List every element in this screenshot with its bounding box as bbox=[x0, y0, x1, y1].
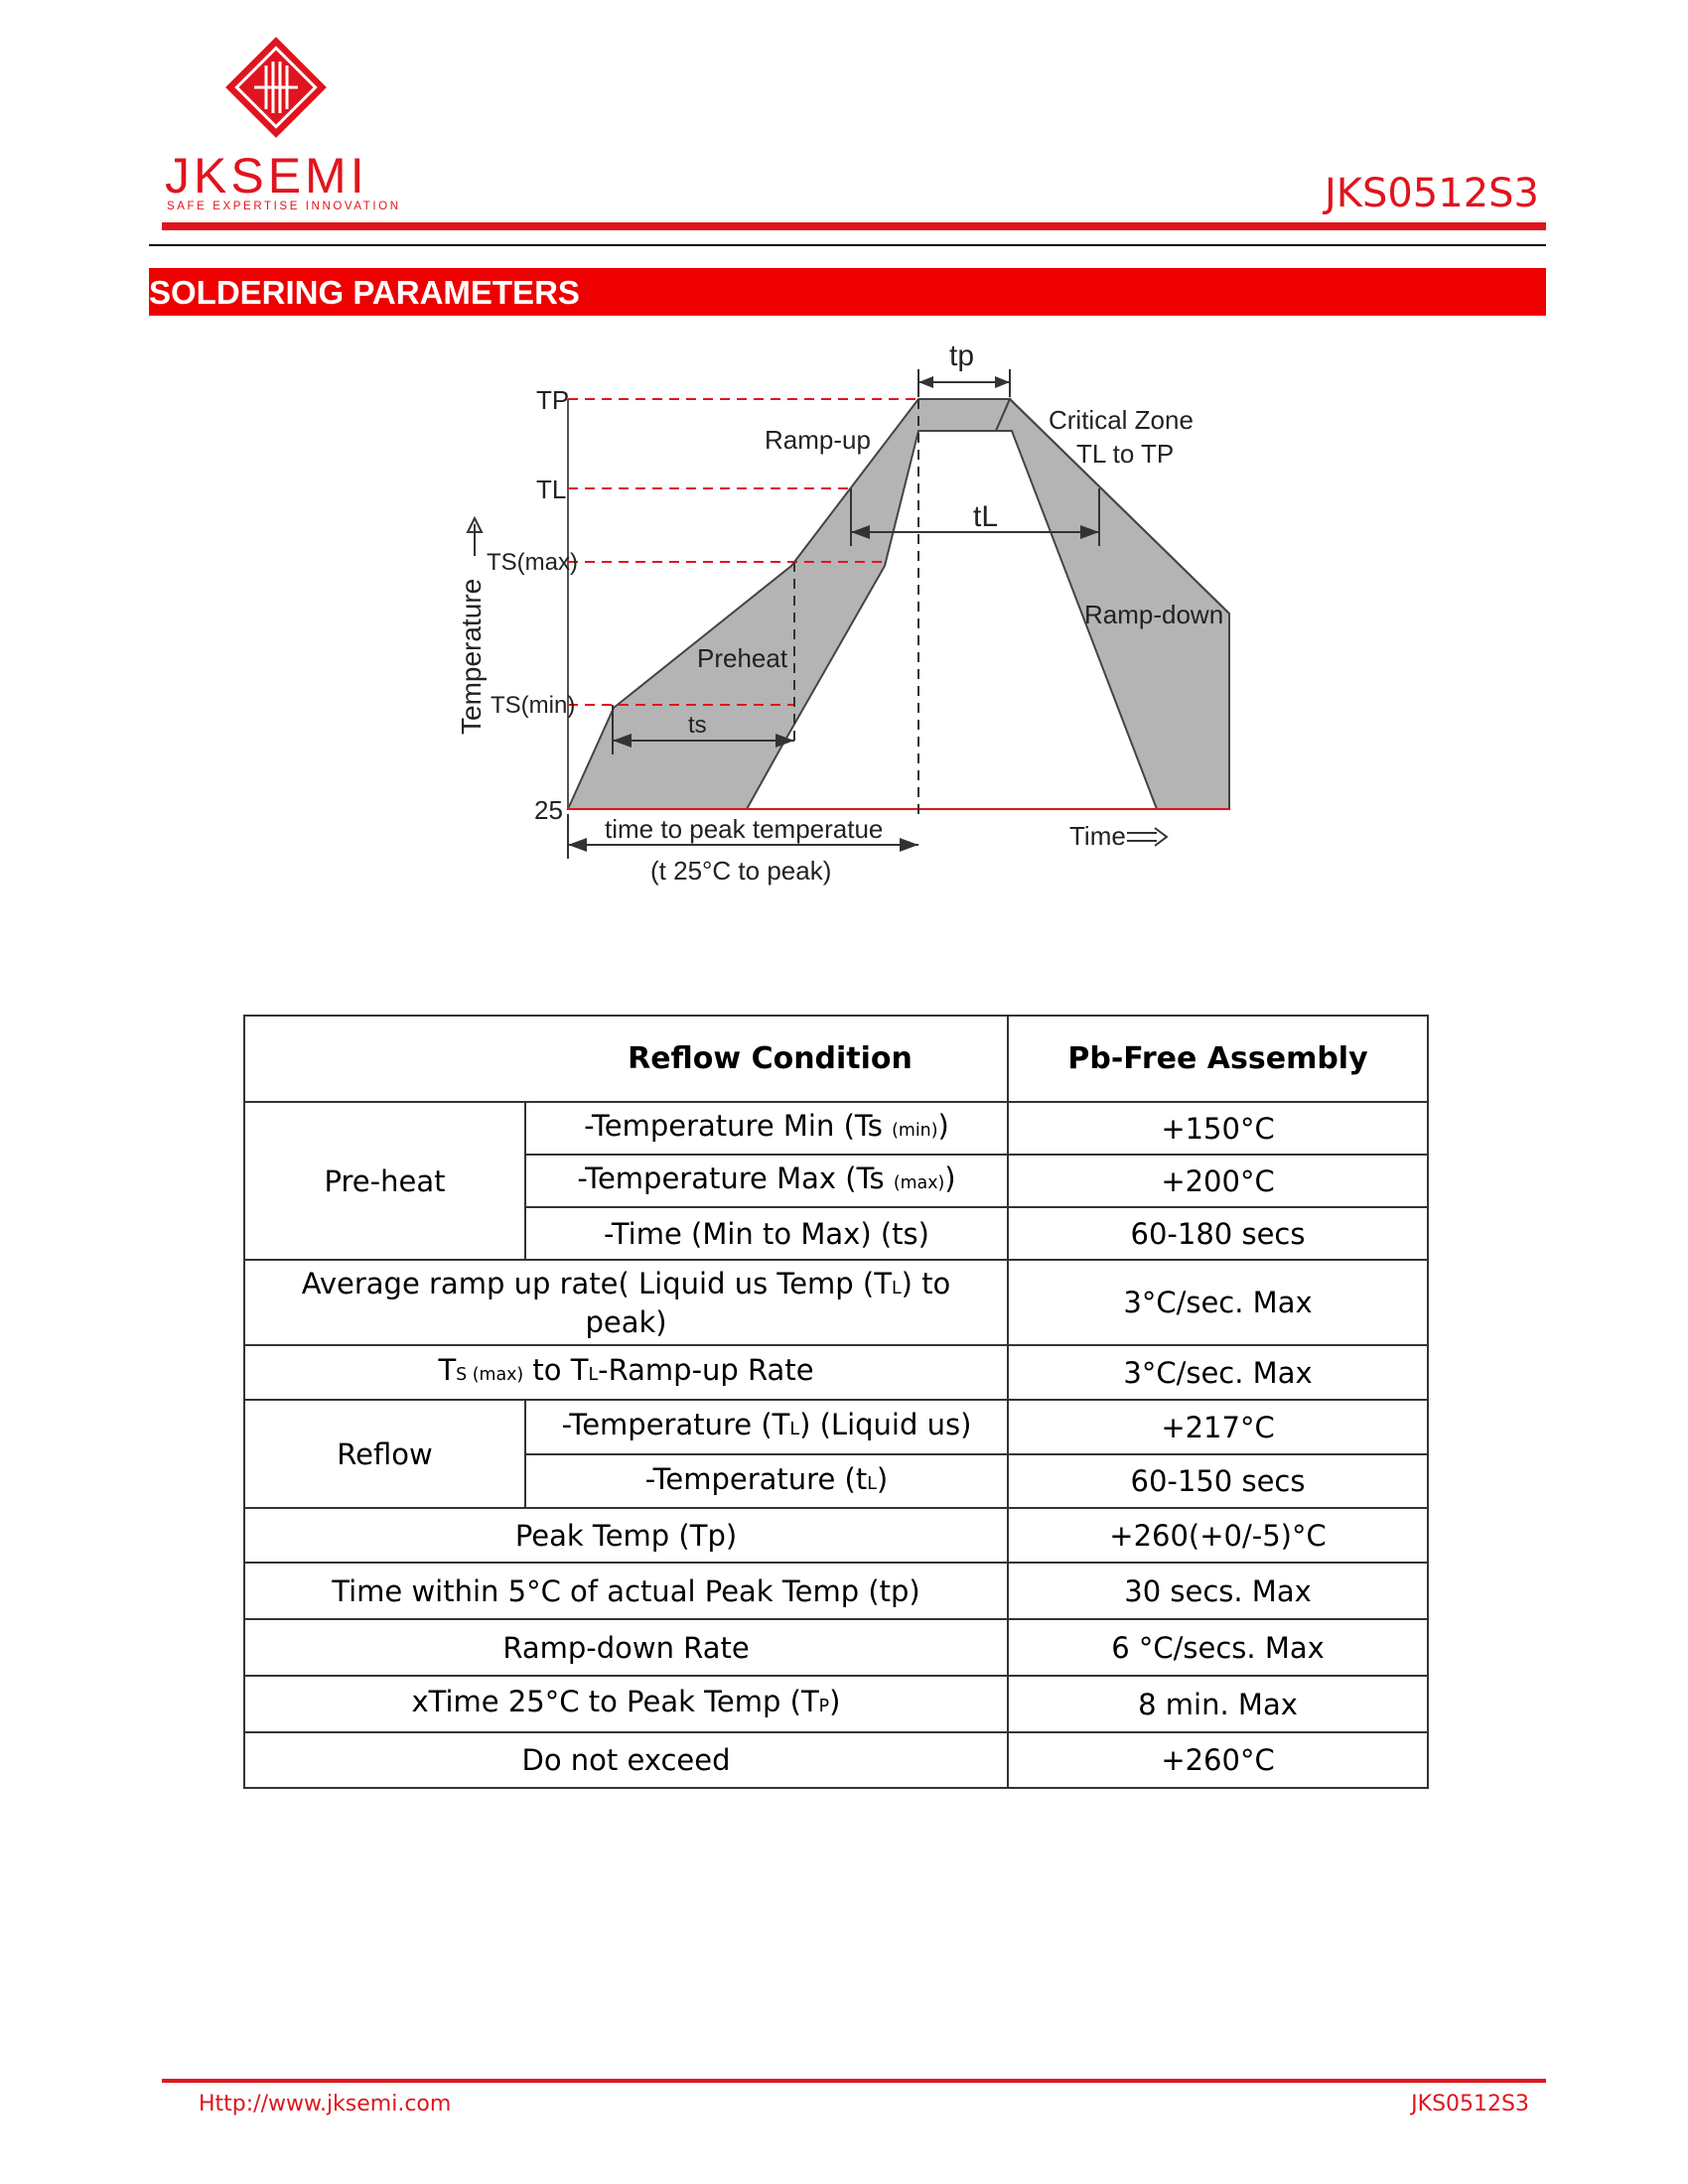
critical-zone-label: Critical Zone bbox=[1049, 405, 1194, 435]
cell-value: +200°C bbox=[1008, 1155, 1428, 1207]
tp-level-label: TP bbox=[536, 385, 570, 415]
footer-red-rule bbox=[162, 2079, 1546, 2083]
tl-duration-label: tL bbox=[973, 500, 999, 533]
header-pb-free-assembly: Pb-Free Assembly bbox=[1008, 1016, 1428, 1102]
tsmax-level-label: TS(max) bbox=[487, 549, 578, 576]
t25-level-label: 25 bbox=[534, 795, 563, 825]
tp-duration-label: tp bbox=[949, 340, 975, 372]
preheat-label: Preheat bbox=[697, 643, 788, 673]
tsmin-level-label: TS(min) bbox=[491, 692, 576, 719]
group-preheat: Pre-heat bbox=[244, 1102, 525, 1260]
cell-label: -Temperature Max (Ts (max)) bbox=[525, 1155, 1008, 1207]
table-row bbox=[244, 1260, 1428, 1345]
table-row bbox=[244, 1345, 1428, 1400]
cell-label: Time within 5°C of actual Peak Temp (tp) bbox=[244, 1563, 1008, 1619]
time-to-peak-sublabel: (t 25°C to peak) bbox=[650, 856, 832, 886]
cell-label: Ramp-down Rate bbox=[244, 1619, 1008, 1676]
ramp-down-label: Ramp-down bbox=[1084, 600, 1224, 629]
cell-label: -Temperature (tL) bbox=[525, 1454, 1008, 1508]
cell-value: 3°C/sec. Max bbox=[1008, 1260, 1428, 1345]
part-number-header: JKS0512S3 bbox=[1324, 171, 1539, 216]
table-row bbox=[244, 1619, 1428, 1676]
group-reflow: Reflow bbox=[244, 1400, 525, 1508]
cell-value: 60-180 secs bbox=[1008, 1207, 1428, 1260]
footer-url-link[interactable]: Http://www.jksemi.com bbox=[199, 2092, 452, 2116]
soldering-parameters-table bbox=[243, 1015, 1429, 1789]
cell-label: xTime 25°C to Peak Temp (TP) bbox=[244, 1676, 1008, 1732]
cell-value: +260(+0/-5)°C bbox=[1008, 1508, 1428, 1563]
cell-label: Do not exceed bbox=[244, 1732, 1008, 1788]
time-to-peak-label: time to peak temperatue bbox=[605, 814, 884, 844]
cell-label: TS (max) to TL-Ramp-up Rate bbox=[244, 1345, 1008, 1400]
ramp-up-label: Ramp-up bbox=[765, 425, 871, 455]
cell-value: +150°C bbox=[1008, 1102, 1428, 1155]
part-number-footer: JKS0512S3 bbox=[1411, 2092, 1529, 2116]
tl-level-label: TL bbox=[536, 475, 567, 504]
header-reflow-condition: Reflow Condition bbox=[244, 1016, 1008, 1102]
table-row bbox=[244, 1102, 1428, 1155]
cell-value: 8 min. Max bbox=[1008, 1676, 1428, 1732]
cell-label: -Temperature (TL) (Liquid us) bbox=[525, 1400, 1008, 1454]
cell-value: 30 secs. Max bbox=[1008, 1563, 1428, 1619]
cell-value: +217°C bbox=[1008, 1400, 1428, 1454]
table-row bbox=[244, 1676, 1428, 1732]
section-title: SOLDERING PARAMETERS bbox=[149, 274, 580, 311]
cell-label: Peak Temp (Tp) bbox=[244, 1508, 1008, 1563]
table-row bbox=[244, 1563, 1428, 1619]
brand-tagline: SAFE EXPERTISE INNOVATION bbox=[167, 201, 401, 212]
cell-label: -Temperature Min (Ts (min)) bbox=[525, 1102, 1008, 1155]
cell-value: +260°C bbox=[1008, 1732, 1428, 1788]
ts-duration-label: ts bbox=[688, 712, 707, 739]
y-axis-title: Temperature bbox=[456, 578, 487, 735]
cell-value: 3°C/sec. Max bbox=[1008, 1345, 1428, 1400]
time-right-arrow bbox=[1127, 828, 1167, 846]
x-axis-title: Time bbox=[1069, 821, 1126, 851]
cell-label: -Time (Min to Max) (ts) bbox=[525, 1207, 1008, 1260]
brand-name: JKSEMI bbox=[165, 148, 368, 204]
table-header-row bbox=[244, 1016, 1428, 1102]
table-row bbox=[244, 1400, 1428, 1454]
table-row bbox=[244, 1732, 1428, 1788]
table-row bbox=[244, 1508, 1428, 1563]
critical-range-label: TL to TP bbox=[1076, 439, 1175, 469]
cell-label: Average ramp up rate( Liquid us Temp (TL) to peak) bbox=[244, 1260, 1008, 1345]
ramp-up-band bbox=[568, 399, 1010, 809]
cell-value: 60-150 secs bbox=[1008, 1454, 1428, 1508]
cell-value: 6 °C/secs. Max bbox=[1008, 1619, 1428, 1676]
